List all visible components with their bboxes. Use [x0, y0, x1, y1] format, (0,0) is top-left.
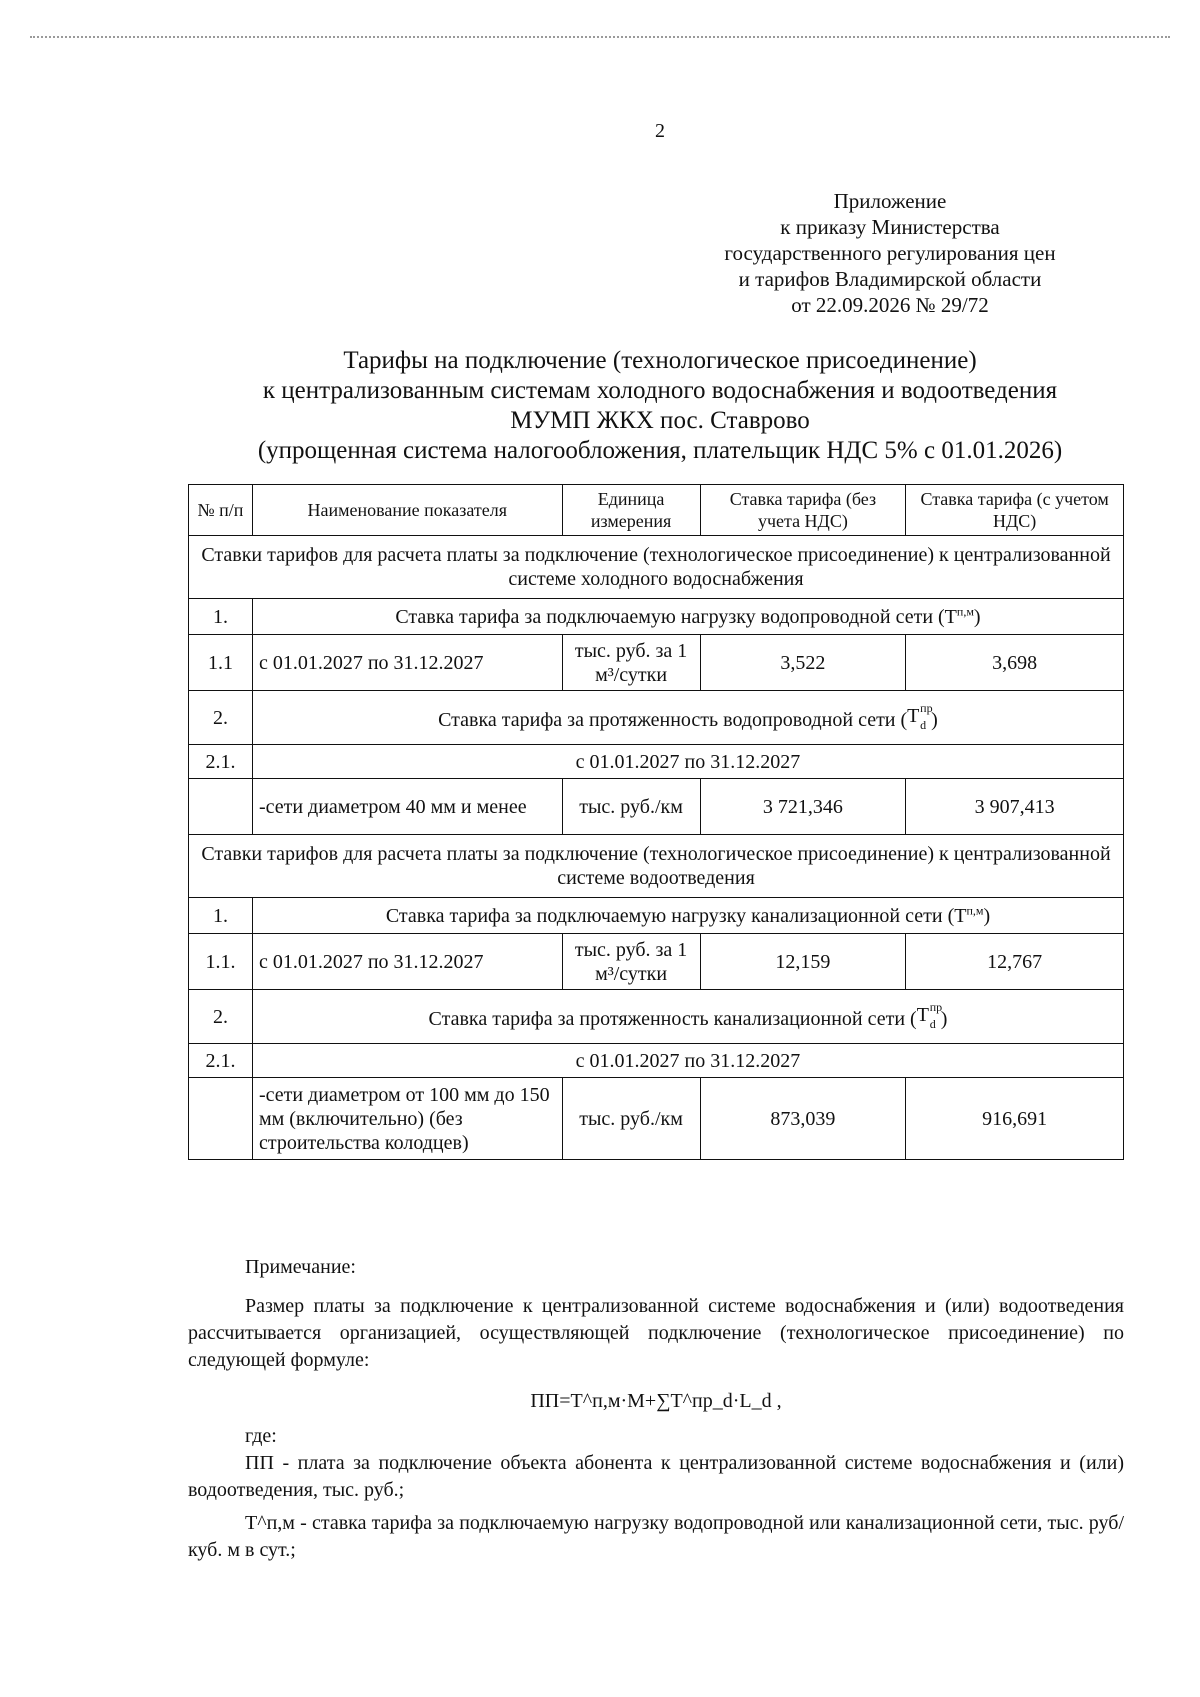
table-header-row — [189, 485, 1124, 536]
title-line: МУМП ЖКХ пос. Ставрово — [510, 407, 810, 434]
payment-formula: ПП=Т^п,м·М+∑Т^пр_d·L_d , — [530, 1390, 782, 1412]
row-num: 1. — [189, 599, 253, 635]
row-title: Ставка тарифа за подключаемую нагрузку канализационной сети $(Т^{п,м})$ — [252, 898, 1123, 934]
row-num: 1.1 — [189, 635, 253, 691]
table-row — [189, 990, 1124, 1044]
notes-where: где: — [245, 1425, 277, 1447]
notes-paragraph: Размер платы за подключение к централизованной системе водоснабжения и (или) водоотведения рассчитывается организацией, осуществляющей подключение (технологическое присоединение) по следующей формуле: — [188, 1295, 1124, 1371]
row-num: 1.1. — [189, 934, 253, 990]
row-value-vat: 12,767 — [906, 934, 1124, 990]
row-period: с 01.01.2027 по 31.12.2027 — [252, 934, 562, 990]
appendix-block — [680, 188, 1100, 318]
table-row — [189, 1044, 1124, 1078]
header-num: № п/п — [189, 485, 253, 536]
t-pr-d-symbol: Т пр d — [907, 700, 933, 732]
row-unit: тыс. руб. за 1 м³/сутки — [562, 934, 700, 990]
row-unit: тыс. руб./км — [562, 779, 700, 835]
row-value-no-vat: 3,522 — [700, 635, 906, 691]
table-row — [189, 898, 1124, 934]
header-rate-no-vat: Ставка тарифа (без учета НДС) — [700, 485, 906, 536]
title-line: к централизованным системам холодного водоснабжения и водоотведения — [262, 377, 1058, 404]
row-name: -сети диаметром 40 мм и менее — [252, 779, 562, 835]
header-name: Наименование показателя — [252, 485, 562, 536]
table-row — [189, 745, 1124, 779]
row-value-vat: 3,698 — [906, 635, 1124, 691]
appendix-line: и тарифов Владимирской области — [738, 267, 1042, 291]
notes-heading: Примечание: — [245, 1256, 356, 1278]
section-title: Ставки тарифов для расчета платы за подключение (технологическое присоединение) к централизованной системе холодного водоснабжения — [189, 536, 1124, 599]
notes-definition: Т^п,м - ставка тарифа за подключаемую нагрузку водопроводной или канализационной сети, тыс. руб/куб. м в сут.; — [188, 1512, 1124, 1561]
row-title: Ставка тарифа за подключаемую нагрузку водопроводной сети $(Т^{п,м})$ — [252, 599, 1123, 635]
section-row-sewer — [189, 835, 1124, 898]
header-rate-vat: Ставка тарифа (с учетом НДС) — [906, 485, 1124, 536]
row-period: с 01.01.2027 по 31.12.2027 — [252, 635, 562, 691]
notes-block — [188, 1254, 1124, 1564]
section-row-water — [189, 536, 1124, 599]
table-row — [189, 635, 1124, 691]
page-number: 2 — [655, 120, 665, 142]
scan-artifact-line — [30, 36, 1170, 38]
notes-definition: ПП - плата за подключение объекта абонента к централизованной системе водоснабжения и (или) водоотведения, тыс. руб.; — [188, 1452, 1124, 1501]
row-num: 2. — [189, 691, 253, 745]
row-num: 2.1. — [189, 1044, 253, 1078]
row-value-no-vat: 3 721,346 — [700, 779, 906, 835]
table-row — [189, 779, 1124, 835]
table-row — [189, 599, 1124, 635]
title-line: (упрощенная система налогообложения, плательщик НДС 5% с 01.01.2026) — [257, 437, 1063, 464]
row-num — [189, 1078, 253, 1160]
t-pr-d-symbol: Т пр d — [916, 999, 943, 1031]
appendix-line: от 22.09.2026 № 29/72 — [791, 293, 989, 317]
row-name: -сети диаметром от 100 мм до 150 мм (включительно) (без строительства колодцев) — [252, 1078, 562, 1160]
section-title: Ставки тарифов для расчета платы за подключение (технологическое присоединение) к централизованной системе водоотведения — [189, 835, 1124, 898]
row-title: Ставка тарифа за протяженность водопроводной сети ( Т пр d ) — [252, 691, 1123, 745]
table-row — [189, 934, 1124, 990]
table-row — [189, 1078, 1124, 1160]
row-unit: тыс. руб. за 1 м³/сутки — [562, 635, 700, 691]
table-row — [189, 691, 1124, 745]
row-value-vat: 3 907,413 — [906, 779, 1124, 835]
row-value-no-vat: 12,159 — [700, 934, 906, 990]
appendix-line: государственного регулирования цен — [724, 241, 1056, 265]
tariff-table — [188, 484, 1124, 1160]
row-value-no-vat: 873,039 — [700, 1078, 906, 1160]
row-title: Ставка тарифа за протяженность канализационной сети ( Т пр d ) — [252, 990, 1123, 1044]
row-unit: тыс. руб./км — [562, 1078, 700, 1160]
row-num — [189, 779, 253, 835]
title-line: Тарифы на подключение (технологическое присоединение) — [343, 347, 977, 374]
row-period: с 01.01.2027 по 31.12.2027 — [252, 745, 1123, 779]
row-period: с 01.01.2027 по 31.12.2027 — [252, 1044, 1123, 1078]
header-unit: Единица измерения — [562, 485, 700, 536]
row-value-vat: 916,691 — [906, 1078, 1124, 1160]
row-num: 2.1. — [189, 745, 253, 779]
document-title — [180, 346, 1140, 466]
appendix-line: Приложение — [833, 189, 947, 213]
row-num: 1. — [189, 898, 253, 934]
row-num: 2. — [189, 990, 253, 1044]
appendix-line: к приказу Министерства — [780, 215, 1000, 239]
